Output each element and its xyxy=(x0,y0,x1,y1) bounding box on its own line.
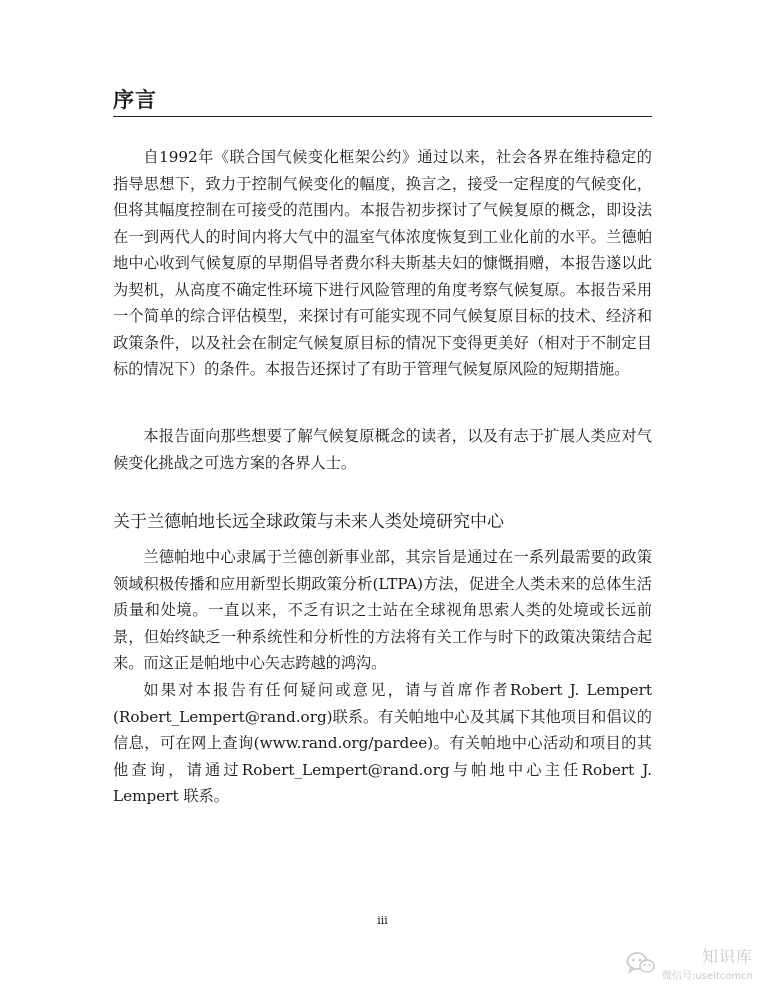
watermark-id: 微信号:useitcomcn xyxy=(662,971,753,982)
page-title: 序言 xyxy=(113,88,157,112)
section-title: 关于兰德帕地长远全球政策与未来人类处境研究中心 xyxy=(113,512,504,532)
preface-paragraph-1: 自1992年《联合国气候变化框架公约》通过以来，社会各界在维持稳定的指导思想下，致力于控制气候变化的幅度，换言之，接受一定程度的气候变化，但将其幅度控制在可接受的范围内。本报告初步探讨了气候复原的概念，即设法在一到两代人的时间内将大气中的温室气体浓度恢复到工业化前的水平。兰德帕地中心收到气候复原的早期倡导者费尔科夫斯基夫妇的慷慨捐赠，本报告遂以此为契机，从高度不确定性环境下进行风险管理的角度考察气候复原。本报告采用一个简单的综合评估模型，来探讨有可能实现不同气候复原目标的技术、经济和政策条件，以及社会在制定气候复原目标的情况下变得更美好（相对于不制定目标的情况下）的条件。本报告还探讨了有助于管理气候复原风险的短期措施。 xyxy=(113,148,652,378)
watermark-name: 知识库 xyxy=(701,947,753,966)
wechat-icon xyxy=(626,951,656,975)
preface-paragraph-2: 本报告面向那些想要了解气候复原概念的读者，以及有志于扩展人类应对气候变化挑战之可选方案的各界人士。 xyxy=(113,427,652,472)
watermark xyxy=(626,944,753,982)
title-divider xyxy=(113,116,652,117)
page-number: iii xyxy=(377,914,388,927)
section-paragraph-2: 如果对本报告有任何疑问或意见，请与首席作者Robert J. Lempert (Robert_Lempert@rand.org)联系。有关帕地中心及其属下其他项目和倡议的信息，可在网上查询(www.rand.org/pardee)。有关帕地中心活动和项目的其他查询，请通过Robert_Lempert@rand.org与帕地中心主任Robert J. Lempert 联系。 xyxy=(113,681,652,805)
section-paragraph-1: 兰德帕地中心隶属于兰德创新事业部，其宗旨是通过在一系列最需要的政策领域积极传播和应用新型长期政策分析(LTPA)方法，促进全人类未来的总体生活质量和处境。一直以来，不乏有识之士站在全球视角思索人类的处境或长远前景，但始终缺乏一种系统性和分析性的方法将有关工作与时下的政策决策结合起来。而这正是帕地中心矢志跨越的鸿沟。 xyxy=(113,548,652,672)
